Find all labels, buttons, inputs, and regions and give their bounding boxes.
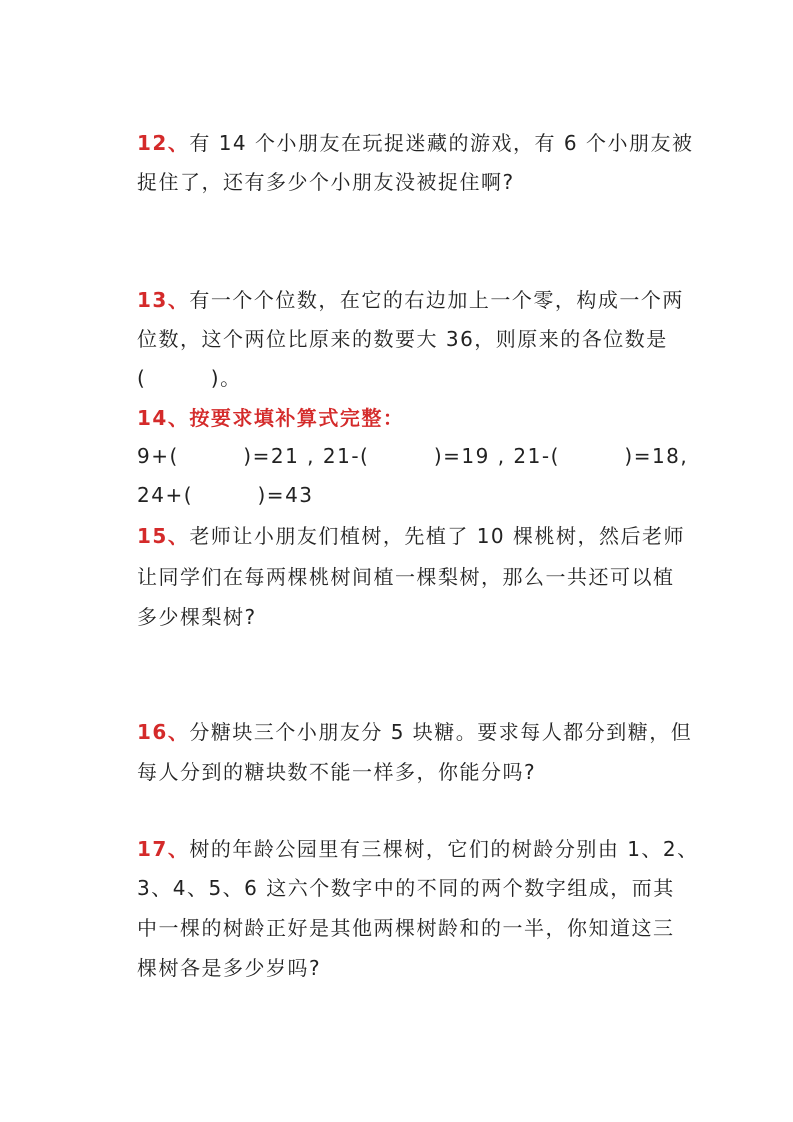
question-number: 16、 xyxy=(137,720,190,744)
question-text: 中一棵的树龄正好是其他两棵树龄和的一半，你知道这三 xyxy=(137,916,675,940)
question-text: 捉住了，还有多少个小朋友没被捉住啊? xyxy=(137,170,515,194)
question-text: ( )。 xyxy=(137,366,242,390)
question-text: 棵树各是多少岁吗? xyxy=(137,956,322,980)
question-text: 位数，这个两位比原来的数要大 36，则原来的各位数是 xyxy=(137,327,668,351)
question-12 xyxy=(137,129,694,157)
question-text: 老师让小朋友们植树，先植了 10 棵桃树，然后老师 xyxy=(189,524,686,548)
question-number: 14、 xyxy=(137,406,190,430)
question-text: 3、4、5、6 这六个数字中的不同的两个数字组成，而其 xyxy=(137,876,675,900)
question-17 xyxy=(137,835,699,863)
question-number: 15、 xyxy=(137,524,190,548)
question-text: 树的年龄公园里有三棵树，它们的树龄分别由 1、2、 xyxy=(189,837,699,861)
question-number: 12、 xyxy=(137,131,190,155)
question-text: 让同学们在每两棵桃树间植一棵梨树，那么一共还可以植 xyxy=(137,565,675,589)
question-15 xyxy=(137,522,686,550)
question-number: 17、 xyxy=(137,837,190,861)
equation-line: 9+( )=21 , 21-( )=19 , 21-( )=18, xyxy=(137,444,689,468)
question-number: 13、 xyxy=(137,288,190,312)
question-14 xyxy=(137,404,667,432)
question-13 xyxy=(137,286,684,314)
question-title: 按要求填补算式完整： xyxy=(189,406,405,430)
question-16 xyxy=(137,718,693,746)
question-text: 多少棵梨树? xyxy=(137,605,257,629)
question-text: 分糖块三个小朋友分 5 块糖。要求每人都分到糖，但 xyxy=(189,720,693,744)
question-text: 每人分到的糖块数不能一样多，你能分吗? xyxy=(137,760,537,784)
question-text: 有一个个位数，在它的右边加上一个零，构成一个两 xyxy=(189,288,684,312)
question-text: 有 14 个小朋友在玩捉迷藏的游戏，有 6 个小朋友被 xyxy=(189,131,694,155)
equation-line: 24+( )=43 xyxy=(137,483,314,507)
